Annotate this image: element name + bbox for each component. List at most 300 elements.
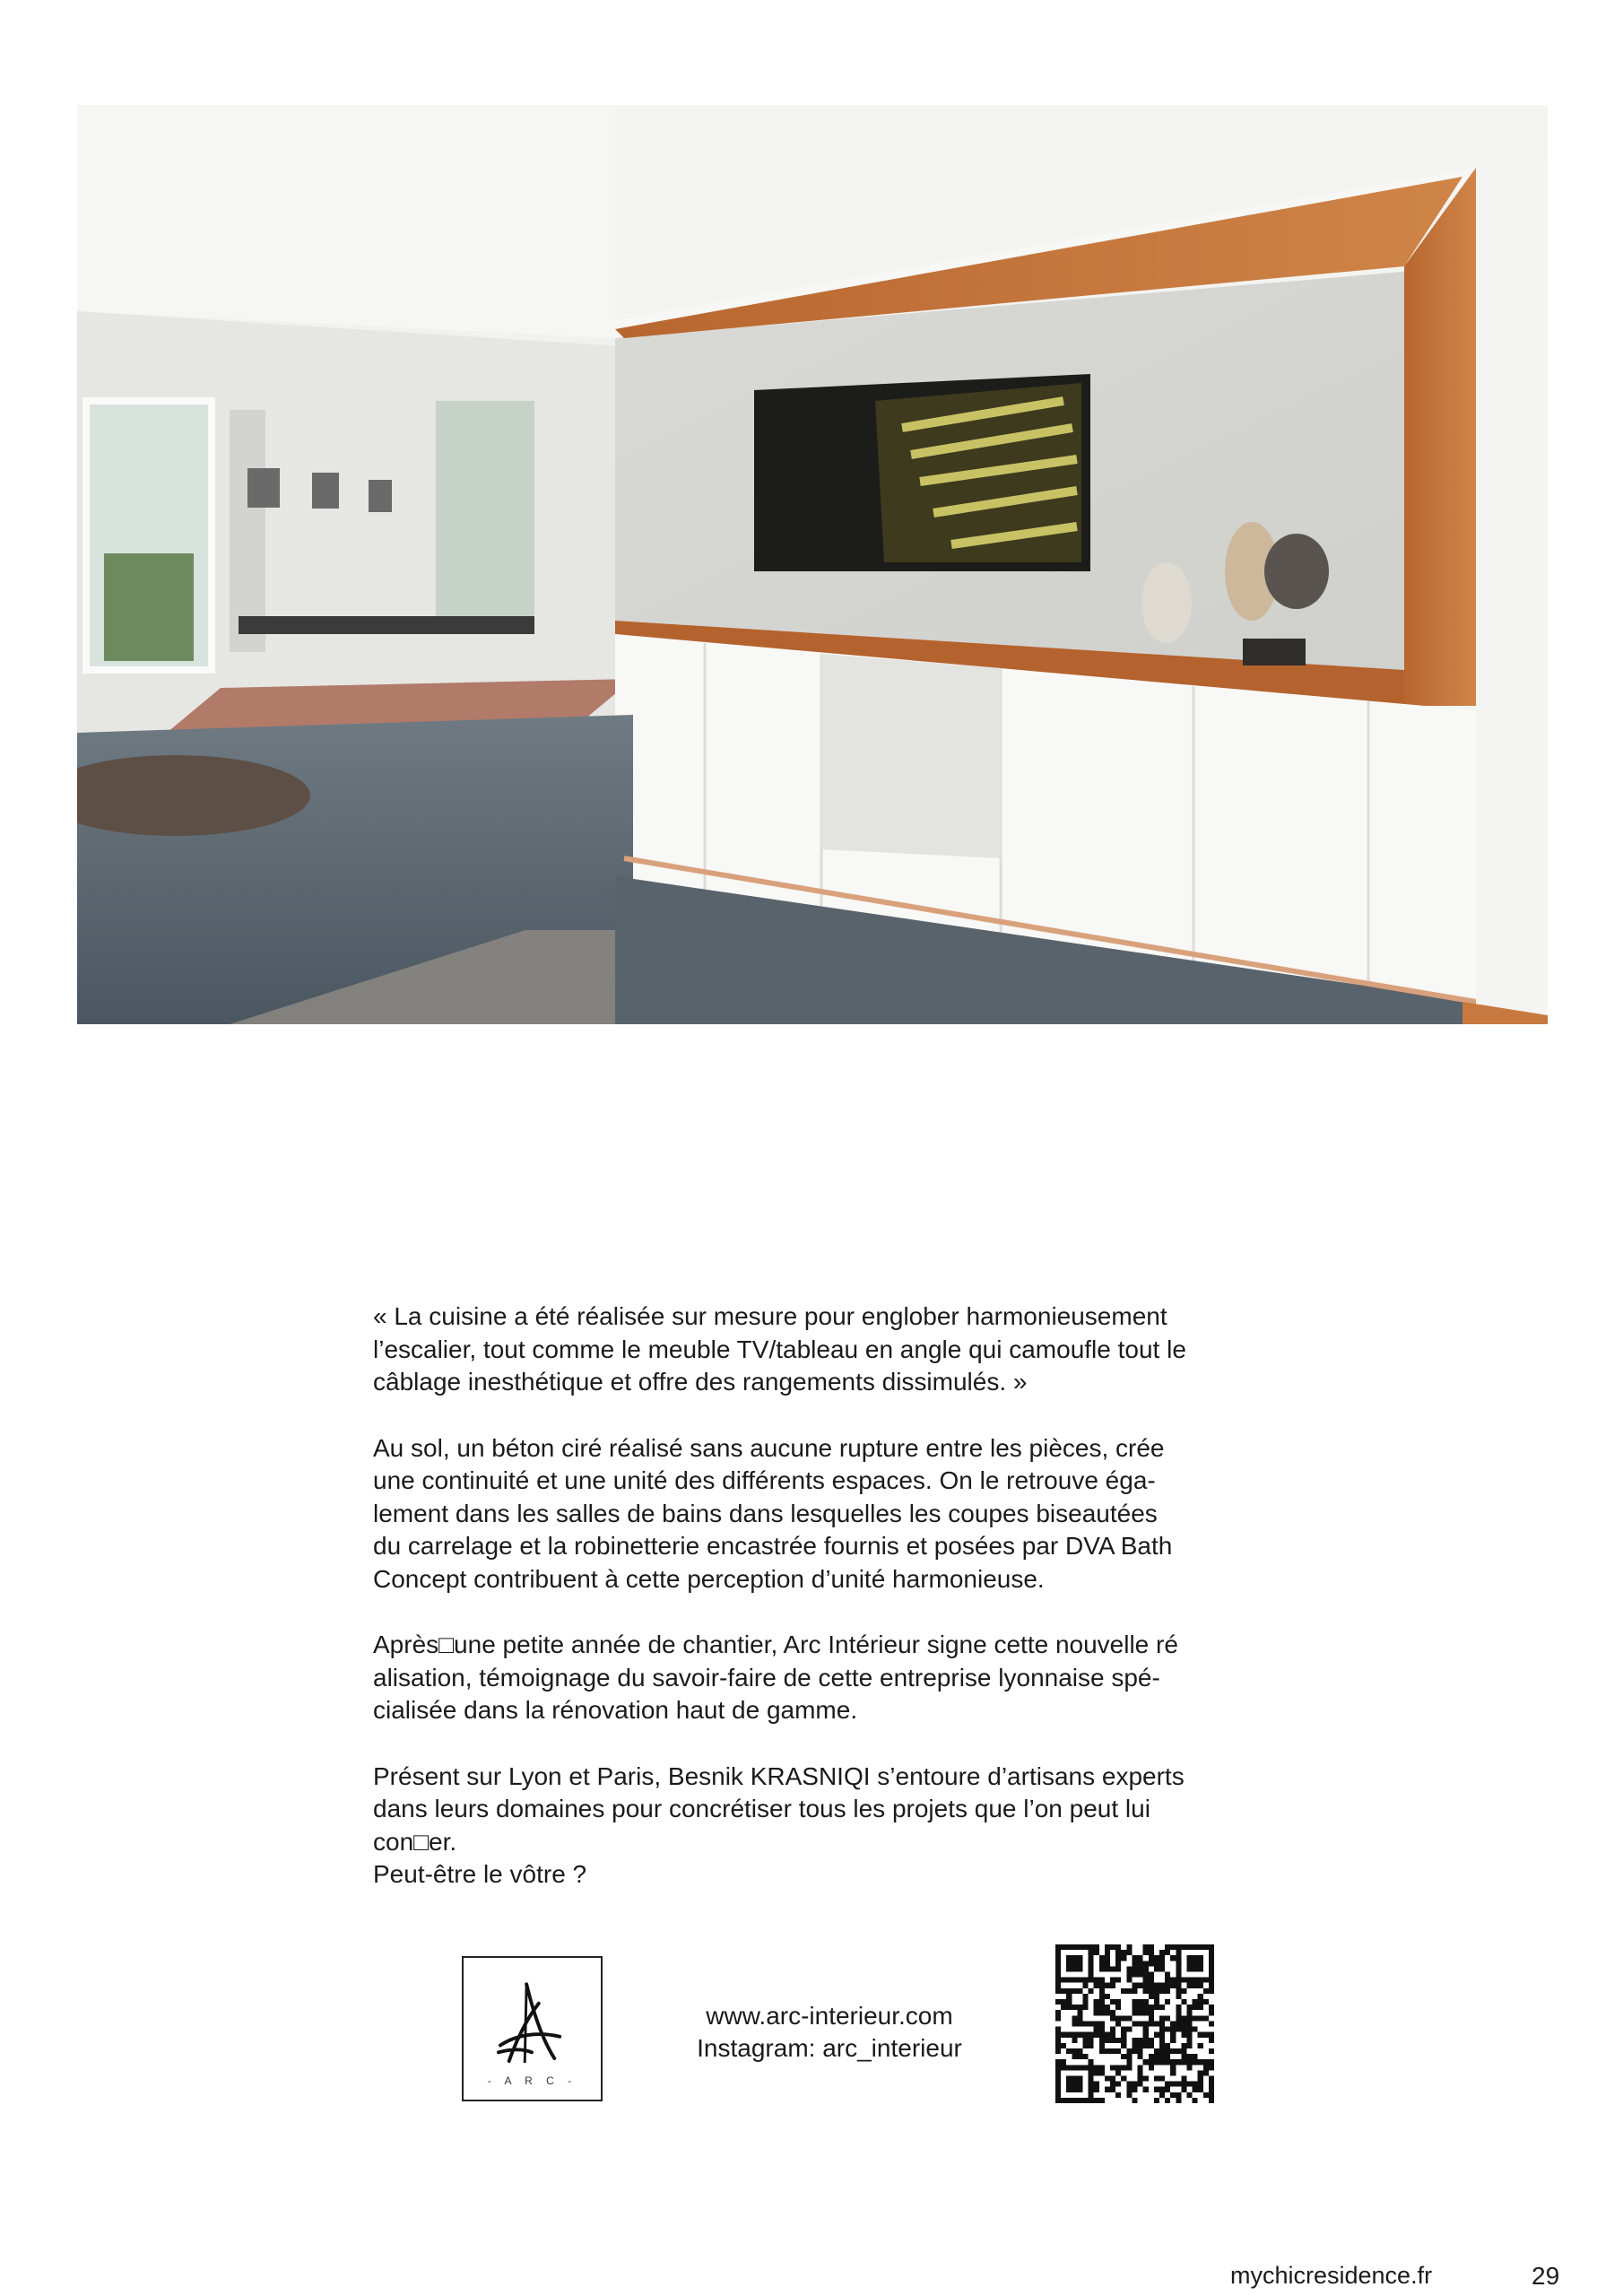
qr-module xyxy=(1121,2075,1126,2081)
qr-module xyxy=(1105,1961,1110,1966)
qr-module xyxy=(1143,1950,1149,1955)
qr-module xyxy=(1165,1978,1170,1983)
qr-module xyxy=(1121,2043,1126,2048)
qr-module xyxy=(1115,2038,1121,2043)
qr-module xyxy=(1181,2043,1186,2048)
qr-module xyxy=(1143,1999,1149,2005)
qr-module xyxy=(1176,2092,1181,2098)
qr-module xyxy=(1154,1983,1159,1988)
qr-module xyxy=(1209,2087,1214,2092)
qr-module xyxy=(1170,2059,1176,2065)
qr-module xyxy=(1132,2098,1137,2103)
qr-module xyxy=(1176,2015,1181,2021)
qr-module xyxy=(1209,2010,1214,2015)
qr-module xyxy=(1066,1994,1072,1999)
qr-module xyxy=(1115,1944,1121,1950)
qr-module xyxy=(1159,2038,1165,2043)
qr-module xyxy=(1099,2098,1105,2103)
qr-module xyxy=(1138,1966,1143,1971)
qr-module xyxy=(1066,1955,1082,1971)
qr-module xyxy=(1203,2059,1209,2065)
qr-module xyxy=(1077,2010,1082,2015)
qr-module xyxy=(1149,1988,1154,1994)
qr-module xyxy=(1154,1966,1159,1971)
article-paragraph-quote: « La cuisine a été réalisée sur mesure pour englober harmonieusement l’escalier, tout comme le meuble TV/tableau en angle qui camoufle tout le câblage inesthétique et offre des rangements dissimulés. » xyxy=(373,1302,1186,1396)
qr-module xyxy=(1198,2005,1203,2010)
qr-module xyxy=(1115,1950,1121,1955)
qr-module xyxy=(1143,1972,1149,1978)
page-number: 29 xyxy=(1532,2262,1560,2290)
qr-module xyxy=(1149,1983,1154,1988)
contact-block xyxy=(677,2000,982,2065)
qr-module xyxy=(1061,1999,1066,2005)
qr-module xyxy=(1176,2010,1181,2015)
qr-module xyxy=(1159,2059,1165,2065)
qr-module xyxy=(1143,1961,1149,1966)
qr-module xyxy=(1094,2070,1099,2075)
qr-module xyxy=(1121,1950,1126,1955)
qr-module xyxy=(1099,2065,1105,2070)
qr-module xyxy=(1176,2027,1181,2032)
qr-module xyxy=(1089,2021,1094,2026)
qr-module xyxy=(1089,2059,1094,2065)
qr-module xyxy=(1132,1966,1137,1971)
qr-module xyxy=(1094,1944,1099,1950)
qr-module xyxy=(1193,2059,1198,2065)
qr-module xyxy=(1186,2038,1192,2043)
qr-module xyxy=(1159,1961,1165,1966)
qr-module xyxy=(1089,1988,1094,1994)
footer-site: mychicresidence.fr xyxy=(1230,2262,1433,2289)
qr-module xyxy=(1105,2010,1110,2015)
qr-module xyxy=(1154,2098,1159,2103)
qr-module xyxy=(1209,2075,1214,2081)
qr-module xyxy=(1159,1988,1165,1994)
qr-module xyxy=(1094,2032,1099,2038)
qr-module xyxy=(1061,2059,1066,2065)
qr-module xyxy=(1143,2043,1149,2048)
qr-module xyxy=(1115,1966,1121,1971)
qr-module xyxy=(1110,1983,1115,1988)
qr-module xyxy=(1143,2075,1149,2081)
qr-module xyxy=(1094,1950,1099,1955)
qr-module xyxy=(1110,1966,1115,1971)
qr-module xyxy=(1083,2054,1089,2059)
qr-module xyxy=(1165,2087,1170,2092)
qr-module xyxy=(1149,2021,1154,2026)
qr-module xyxy=(1126,2048,1132,2054)
qr-module xyxy=(1121,2038,1126,2043)
qr-module xyxy=(1193,2027,1198,2032)
qr-module xyxy=(1126,2087,1132,2092)
qr-module xyxy=(1132,1972,1137,1978)
qr-module xyxy=(1149,2065,1154,2070)
qr-module xyxy=(1115,2065,1121,2070)
qr-module xyxy=(1186,2082,1192,2087)
qr-module xyxy=(1159,1966,1165,1971)
qr-module xyxy=(1066,2005,1072,2010)
qr-module xyxy=(1138,1999,1143,2005)
qr-module xyxy=(1170,2027,1176,2032)
qr-module xyxy=(1083,1983,1089,1988)
qr-module xyxy=(1149,1994,1154,1999)
qr-module xyxy=(1154,1955,1159,1961)
qr-module xyxy=(1138,2075,1143,2081)
qr-module xyxy=(1055,2043,1061,2048)
qr-module xyxy=(1170,2070,1176,2075)
qr-module xyxy=(1198,1999,1203,2005)
qr-module xyxy=(1089,2043,1094,2048)
qr-module xyxy=(1203,2070,1209,2075)
qr-module xyxy=(1143,2027,1149,2032)
qr-module xyxy=(1077,2015,1082,2021)
qr-module xyxy=(1132,2021,1137,2026)
qr-module xyxy=(1055,2038,1061,2043)
qr-module xyxy=(1176,1994,1181,1999)
qr-module xyxy=(1209,2021,1214,2026)
qr-module xyxy=(1170,1983,1176,1988)
qr-module xyxy=(1181,2075,1186,2081)
qr-module xyxy=(1105,1955,1110,1961)
qr-module xyxy=(1159,2021,1165,2026)
qr-module xyxy=(1126,1978,1132,1983)
arc-logo xyxy=(462,1956,603,2101)
instagram-handle[interactable]: Instagram: arc_interieur xyxy=(697,2034,962,2062)
qr-module xyxy=(1149,2010,1154,2015)
qr-module xyxy=(1115,2070,1121,2075)
qr-module xyxy=(1126,1966,1132,1971)
qr-module xyxy=(1209,1988,1214,1994)
qr-module xyxy=(1138,2082,1143,2087)
qr-module xyxy=(1203,1988,1209,1994)
qr-module xyxy=(1165,2054,1170,2059)
qr-module xyxy=(1170,2092,1176,2098)
qr-module xyxy=(1099,1983,1105,1988)
qr-module xyxy=(1121,2054,1126,2059)
qr-module xyxy=(1186,2092,1192,2098)
qr-module xyxy=(1181,2032,1186,2038)
qr-module xyxy=(1138,1955,1143,1961)
qr-module xyxy=(1115,2082,1121,2087)
qr-module xyxy=(1099,1966,1105,1971)
qr-module xyxy=(1186,2005,1192,2010)
qr-module xyxy=(1126,1988,1132,1994)
qr-module xyxy=(1055,2048,1061,2054)
qr-module xyxy=(1170,2048,1176,2054)
qr-module xyxy=(1066,2075,1082,2092)
qr-module xyxy=(1159,1983,1165,1988)
qr-module xyxy=(1149,2043,1154,2048)
qr-module xyxy=(1149,1944,1154,1950)
qr-module xyxy=(1186,2027,1192,2032)
qr-module xyxy=(1149,1950,1154,1955)
qr-module xyxy=(1143,2087,1149,2092)
qr-module xyxy=(1149,2054,1154,2059)
qr-module xyxy=(1176,2059,1181,2065)
qr-module xyxy=(1121,2065,1126,2070)
qr-module xyxy=(1198,1983,1203,1988)
qr-module xyxy=(1138,1961,1143,1966)
qr-module xyxy=(1061,1988,1066,1994)
qr-module xyxy=(1143,1988,1149,1994)
qr-module xyxy=(1181,2082,1186,2087)
qr-module xyxy=(1110,2087,1115,2092)
qr-module xyxy=(1099,2027,1105,2032)
qr-module xyxy=(1138,1983,1143,1988)
qr-module xyxy=(1159,2075,1165,2081)
qr-module xyxy=(1170,2032,1176,2038)
qr-module xyxy=(1077,2005,1082,2010)
qr-module xyxy=(1055,1983,1061,1988)
qr-module xyxy=(1186,2021,1192,2026)
qr-module xyxy=(1089,2038,1094,2043)
qr-module xyxy=(1094,2098,1099,2103)
qr-module xyxy=(1149,2005,1154,2010)
qr-module xyxy=(1203,2015,1209,2021)
qr-module xyxy=(1115,2015,1121,2021)
qr-module xyxy=(1077,1988,1082,1994)
qr-module xyxy=(1181,2048,1186,2054)
qr-module xyxy=(1121,1988,1126,1994)
qr-module xyxy=(1176,2005,1181,2010)
qr-module xyxy=(1132,1955,1137,1961)
qr-module xyxy=(1099,2048,1105,2054)
qr-module xyxy=(1055,1999,1061,2005)
qr-module xyxy=(1132,1983,1137,1988)
qr-module xyxy=(1055,2059,1061,2065)
qr-module xyxy=(1209,1983,1214,1988)
qr-module xyxy=(1203,2092,1209,2098)
qr-module xyxy=(1154,1988,1159,1994)
qr-module xyxy=(1072,2021,1077,2026)
qr-module xyxy=(1170,1978,1176,1983)
qr-module xyxy=(1083,2038,1089,2043)
qr-module xyxy=(1159,2087,1165,2092)
qr-module xyxy=(1072,1988,1077,1994)
qr-module xyxy=(1094,1999,1099,2005)
qr-module xyxy=(1061,2043,1066,2048)
qr-module xyxy=(1132,2010,1137,2015)
qr-module xyxy=(1138,2070,1143,2075)
qr-module xyxy=(1115,1961,1121,1966)
qr-module xyxy=(1099,1994,1105,1999)
qr-module xyxy=(1209,2038,1214,2043)
qr-module xyxy=(1105,2048,1110,2054)
qr-module xyxy=(1126,2015,1132,2021)
qr-module xyxy=(1132,1988,1137,1994)
qr-module xyxy=(1105,2005,1110,2010)
qr-module xyxy=(1143,1944,1149,1950)
qr-module xyxy=(1186,2059,1192,2065)
living-room-illustration xyxy=(77,105,1548,1024)
qr-module xyxy=(1055,1988,1061,1994)
qr-module xyxy=(1193,1999,1198,2005)
qr-module xyxy=(1186,2054,1192,2059)
qr-module xyxy=(1170,2021,1176,2026)
qr-module xyxy=(1110,2032,1115,2038)
qr-module xyxy=(1143,1983,1149,1988)
qr-module xyxy=(1083,1994,1089,1999)
qr-module xyxy=(1099,2032,1105,2038)
qr-module xyxy=(1099,1988,1105,1994)
qr-module xyxy=(1165,1972,1170,1978)
qr-module xyxy=(1115,2048,1121,2054)
qr-module xyxy=(1186,2065,1192,2070)
qr-module xyxy=(1143,2005,1149,2010)
qr-module xyxy=(1209,2005,1214,2010)
qr-module xyxy=(1066,2032,1072,2038)
qr-module xyxy=(1154,2048,1159,2054)
qr-module xyxy=(1126,2065,1132,2070)
qr-module xyxy=(1105,1966,1110,1971)
qr-module xyxy=(1099,1955,1105,1961)
qr-module xyxy=(1170,2038,1176,2043)
qr-module xyxy=(1193,2015,1198,2021)
qr-module xyxy=(1110,2010,1115,2015)
qr-module xyxy=(1066,1999,1072,2005)
qr-module xyxy=(1165,1988,1170,1994)
qr-module xyxy=(1193,2005,1198,2010)
qr-module xyxy=(1094,2027,1099,2032)
qr-module xyxy=(1193,2082,1198,2087)
qr-module xyxy=(1105,2087,1110,2092)
qr-module xyxy=(1077,2048,1082,2054)
qr-module xyxy=(1121,2032,1126,2038)
qr-module xyxy=(1154,2021,1159,2026)
website-link[interactable]: www.arc-interieur.com xyxy=(706,2002,953,2030)
qr-module xyxy=(1181,1988,1186,1994)
qr-module xyxy=(1099,2043,1105,2048)
qr-module xyxy=(1149,2015,1154,2021)
qr-module xyxy=(1154,2087,1159,2092)
qr-module xyxy=(1105,1994,1110,1999)
qr-module xyxy=(1181,2027,1186,2032)
qr-module xyxy=(1165,2098,1170,2103)
qr-module xyxy=(1126,2054,1132,2059)
qr-module xyxy=(1165,1944,1170,1950)
qr-module xyxy=(1099,2005,1105,2010)
article-paragraph-floor: Au sol, un béton ciré réalisé sans aucune rupture entre les pièces, crée une continuité et une unité des différents espaces. On le retrouve éga- lement dans les salles de bains dans lesquelles les coupes biseautées du carrelage et la robinetterie encastrée fournis et posées par DVA Bath Concept contribuent à cette perception d’unité harmonieuse. xyxy=(373,1433,1173,1593)
qr-module xyxy=(1105,2075,1110,2081)
qr-module xyxy=(1165,2059,1170,2065)
qr-module xyxy=(1055,2027,1061,2032)
qr-module xyxy=(1126,1972,1132,1978)
qr-module xyxy=(1132,2082,1137,2087)
qr-module xyxy=(1170,2065,1176,2070)
qr-module xyxy=(1094,2065,1099,2070)
qr-module xyxy=(1094,2010,1099,2015)
qr-module xyxy=(1198,2015,1203,2021)
qr-module xyxy=(1132,2005,1137,2010)
qr-module xyxy=(1176,2048,1181,2054)
qr-module xyxy=(1105,2038,1110,2043)
qr-module xyxy=(1061,2032,1066,2038)
qr-module xyxy=(1105,1944,1110,1950)
qr-module xyxy=(1203,2065,1209,2070)
qr-module xyxy=(1159,2048,1165,2054)
qr-module xyxy=(1072,2054,1077,2059)
qr-module xyxy=(1165,1950,1170,1955)
qr-module xyxy=(1105,1983,1110,1988)
qr-module xyxy=(1181,2054,1186,2059)
qr-module xyxy=(1077,2032,1082,2038)
qr-module xyxy=(1165,1999,1170,2005)
qr-module xyxy=(1198,1994,1203,1999)
qr-module xyxy=(1198,2075,1203,2081)
qr-module xyxy=(1198,2032,1203,2038)
qr-module xyxy=(1165,2027,1170,2032)
qr-module xyxy=(1066,2048,1072,2054)
qr-module xyxy=(1083,2043,1089,2048)
qr-module xyxy=(1110,2015,1115,2021)
qr-module xyxy=(1186,2010,1192,2015)
qr-module xyxy=(1154,2032,1159,2038)
qr-module xyxy=(1099,2070,1105,2075)
qr-module xyxy=(1159,2032,1165,2038)
qr-module xyxy=(1181,2087,1186,2092)
qr-module xyxy=(1110,2038,1115,2043)
qr-module xyxy=(1126,2092,1132,2098)
arc-logo-wordmark: - A R C - xyxy=(487,2074,577,2087)
qr-module xyxy=(1072,2032,1077,2038)
qr-module xyxy=(1132,2038,1137,2043)
qr-module xyxy=(1077,2054,1082,2059)
qr-module xyxy=(1143,2032,1149,2038)
qr-module xyxy=(1181,2021,1186,2026)
qr-module xyxy=(1110,1978,1115,1983)
qr-module xyxy=(1198,2087,1203,2092)
qr-module xyxy=(1159,2005,1165,2010)
qr-module xyxy=(1083,2005,1089,2010)
qr-module xyxy=(1138,2043,1143,2048)
qr-module xyxy=(1072,2005,1077,2010)
qr-module xyxy=(1176,2082,1181,2087)
qr-module xyxy=(1143,2010,1149,2015)
qr-module xyxy=(1165,2015,1170,2021)
qr-module xyxy=(1198,2043,1203,2048)
qr-module xyxy=(1105,1950,1110,1955)
qr-module xyxy=(1186,2015,1192,2021)
qr-module xyxy=(1165,2082,1170,2087)
qr-module xyxy=(1149,2059,1154,2065)
qr-module xyxy=(1094,1983,1099,1988)
qr-module xyxy=(1126,1944,1132,1950)
qr-module xyxy=(1143,1966,1149,1971)
qr-module xyxy=(1170,1944,1176,1950)
qr-module xyxy=(1115,1978,1121,1983)
qr-code[interactable] xyxy=(1055,1944,1214,2103)
qr-module xyxy=(1209,2032,1214,2038)
qr-module xyxy=(1154,2075,1159,2081)
qr-module xyxy=(1186,1983,1192,1988)
qr-module xyxy=(1159,2027,1165,2032)
qr-module xyxy=(1143,2059,1149,2065)
qr-module xyxy=(1209,2048,1214,2054)
qr-module xyxy=(1186,1955,1202,1971)
qr-module xyxy=(1181,2059,1186,2065)
qr-module xyxy=(1110,2048,1115,2054)
qr-module xyxy=(1132,2043,1137,2048)
qr-module xyxy=(1138,2065,1143,2070)
qr-module xyxy=(1132,2048,1137,2054)
article-body xyxy=(373,1300,1261,1925)
qr-module xyxy=(1209,2092,1214,2098)
qr-module xyxy=(1083,2032,1089,2038)
qr-module xyxy=(1209,2082,1214,2087)
qr-module xyxy=(1055,2032,1061,2038)
qr-module xyxy=(1138,2021,1143,2026)
qr-module xyxy=(1138,2010,1143,2015)
